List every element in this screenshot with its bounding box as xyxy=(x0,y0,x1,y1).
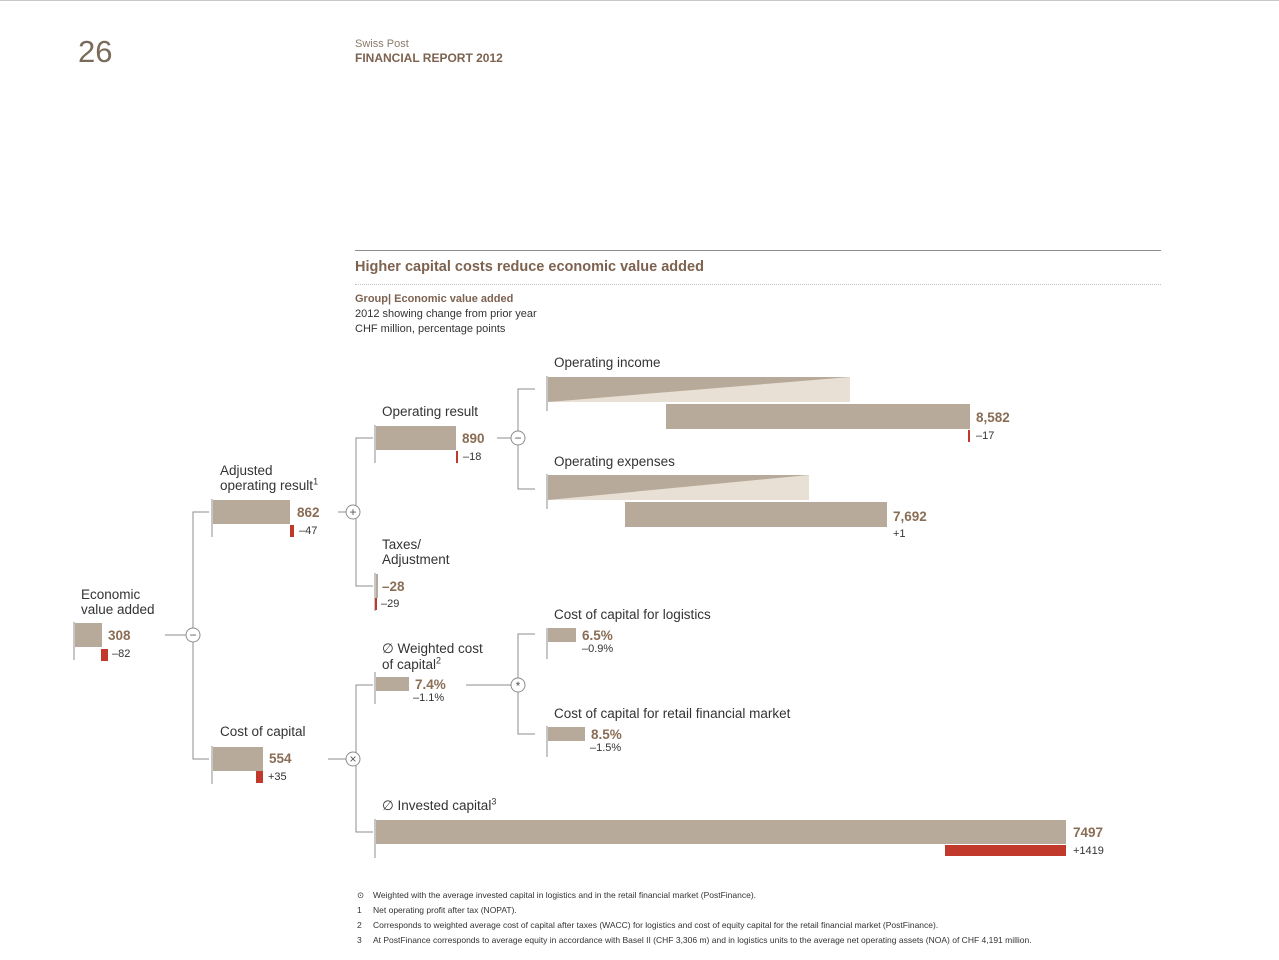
page-number: 26 xyxy=(78,34,113,69)
split-bars xyxy=(548,377,850,500)
wacc-label-line2: of capital$^2$ xyxy=(382,655,442,672)
bar-cc-logistics xyxy=(548,628,576,642)
cc-financial-change: –1.5% xyxy=(590,742,622,754)
invested-capital-value: 7497 xyxy=(1073,825,1104,840)
wacc-value: 7.4% xyxy=(415,677,446,692)
bar-cost-of-capital xyxy=(213,747,263,771)
cc-financial-label: Cost of capital for retail financial market xyxy=(554,706,791,721)
bar-eva xyxy=(75,623,102,647)
op-expenses-label: Operating expenses xyxy=(554,454,675,469)
cc-financial-value: 8.5% xyxy=(591,727,622,742)
bar-wacc xyxy=(376,677,409,691)
figure-subtitle-year: 2012 showing change from prior year xyxy=(355,308,537,320)
bar-baselines xyxy=(74,376,547,858)
footnote-3: At PostFinance corresponds to average equity in accordance with Basel II (CHF 3,306 m) and in logistics units to the average net operating assets (NOA) of CHF 4,191 million. xyxy=(373,935,1032,945)
footnote-mark-weighted: ⊙ xyxy=(357,890,365,900)
op-expenses-value: 7,692 xyxy=(893,509,927,524)
bar-operating-expenses xyxy=(625,502,887,527)
footnote-2: Corresponds to weighted average cost of capital after taxes (WACC) for logistics and cost of equity capital for the retail financial market (PostFinance). xyxy=(373,920,939,930)
footnote-1: Net operating profit after tax (NOPAT). xyxy=(373,905,517,915)
eva-value: 308 xyxy=(108,628,131,643)
op-expenses-change: +1 xyxy=(893,528,906,540)
taxes-change: –29 xyxy=(381,598,400,610)
footnote-mark-1: 1 xyxy=(357,905,362,915)
op-result-label: Operating result xyxy=(382,404,479,419)
invested-capital-label: ∅ Invested capital$^3$ xyxy=(382,796,497,813)
operator-times-capital: × xyxy=(349,752,357,766)
op-result-change: –18 xyxy=(463,451,482,463)
figure-title: Higher capital costs reduce economic value added xyxy=(355,259,704,275)
figure-subtitle-group: Group| Economic value added xyxy=(355,293,514,305)
cost-capital-change: +35 xyxy=(268,771,287,783)
taxes-label-line2: Adjustment xyxy=(382,552,450,567)
op-income-change: –17 xyxy=(976,430,995,442)
eva-label-line1: Economic xyxy=(81,587,141,602)
taxes-label-line1: Taxes/ xyxy=(382,537,422,552)
adj-op-value: 862 xyxy=(297,505,320,520)
bar-invested-capital xyxy=(376,820,1066,844)
cost-capital-value: 554 xyxy=(269,751,292,766)
adj-op-change: –47 xyxy=(299,525,318,537)
cost-capital-label: Cost of capital xyxy=(220,724,306,739)
invested-capital-change: +1419 xyxy=(1073,845,1104,857)
footnote-mark-2: 2 xyxy=(357,920,362,930)
cc-logistics-change: –0.9% xyxy=(582,643,614,655)
bar-cc-financial xyxy=(548,727,585,741)
wacc-label-line1: ∅ Weighted cost xyxy=(382,641,483,656)
cc-logistics-value: 6.5% xyxy=(582,628,613,643)
footnote-weighted: Weighted with the average invested capital in logistics and in the retail financial market (PostFinance). xyxy=(373,890,757,900)
taxes-value: –28 xyxy=(382,579,405,594)
op-income-value: 8,582 xyxy=(976,410,1010,425)
company-name: Swiss Post xyxy=(355,38,409,50)
operator-minus-income: − xyxy=(514,431,522,445)
footnote-mark-3: 3 xyxy=(357,935,362,945)
op-result-value: 890 xyxy=(462,431,485,446)
op-income-label: Operating income xyxy=(554,355,661,370)
operator-plus-op: + xyxy=(349,505,357,519)
bar-adjusted-operating-result xyxy=(213,500,290,524)
wacc-change: –1.1% xyxy=(413,692,445,704)
bar-operating-result xyxy=(376,426,456,450)
adj-op-label-line2: operating result$^1$ xyxy=(220,476,319,493)
bar-operating-income xyxy=(666,404,970,429)
cc-logistics-label: Cost of capital for logistics xyxy=(554,607,711,622)
operator-minus-eva: − xyxy=(189,628,197,642)
eva-change: –82 xyxy=(112,648,131,660)
figure-subtitle-units: CHF million, percentage points xyxy=(355,323,506,335)
adj-op-label-line1: Adjusted xyxy=(220,463,273,478)
eva-label-line2: value added xyxy=(81,602,155,617)
report-name: FINANCIAL REPORT 2012 xyxy=(355,51,503,65)
operator-weighted-wacc: * xyxy=(515,679,521,693)
bar-taxes xyxy=(376,574,378,598)
